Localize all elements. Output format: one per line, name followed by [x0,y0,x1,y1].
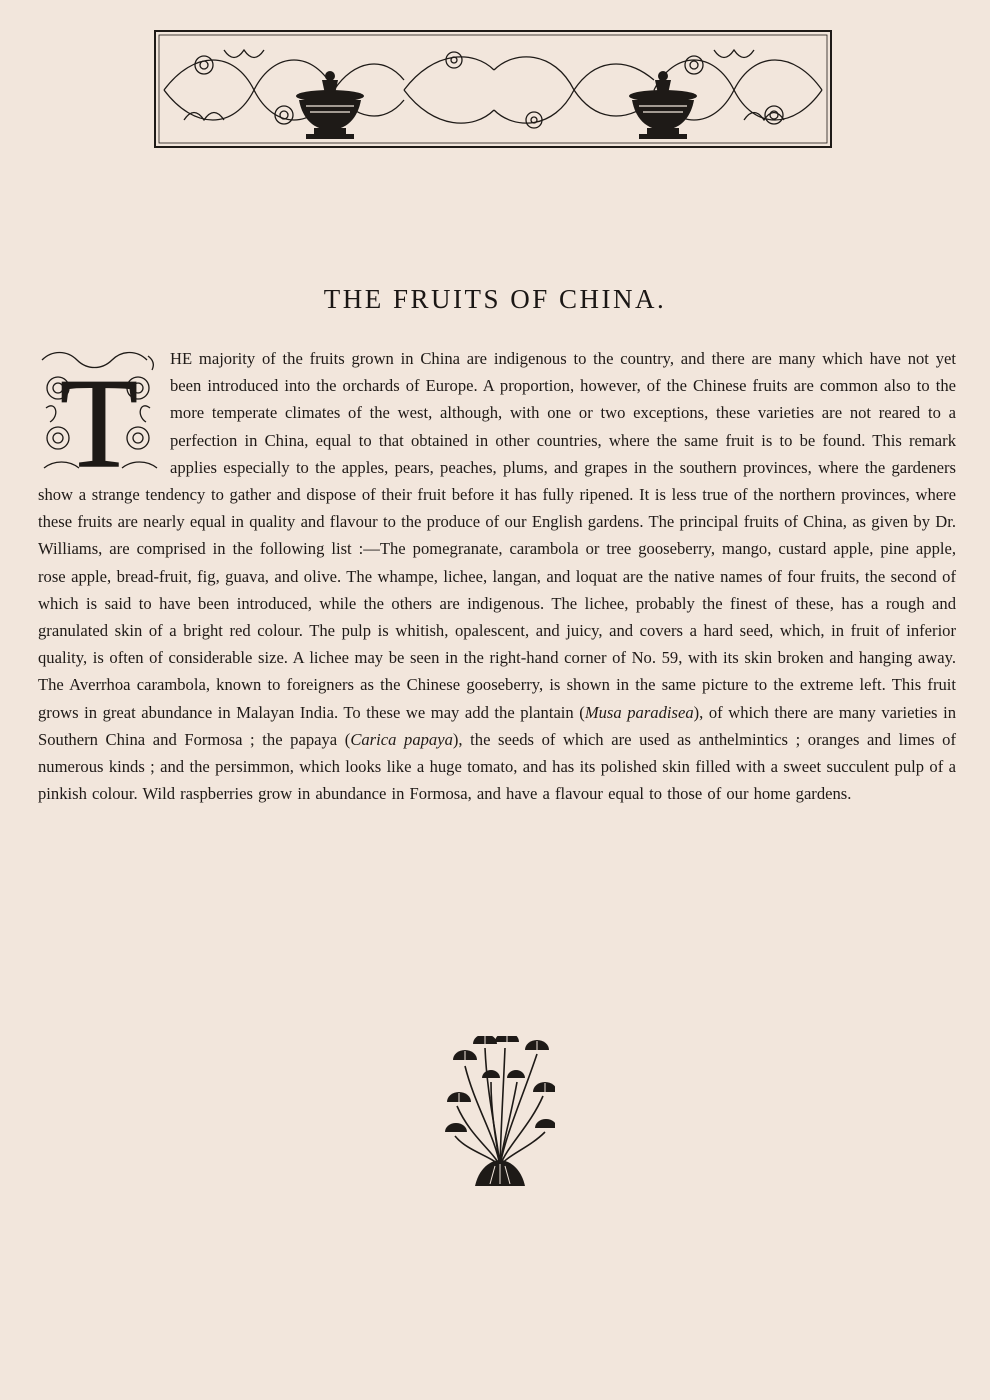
ornamental-initial-icon [38,348,160,476]
latin-name-papaya: Carica papaya [350,729,453,749]
flower-bouquet-icon [445,1036,555,1186]
floral-urn-frieze-icon [154,30,832,148]
dropcap-letter: T [59,352,139,476]
article-mid-text: ), of which there are many varieties in Southern China and Formosa ; the papaya ( [38,702,956,749]
article-body [38,345,956,807]
article-paragraph [38,345,956,807]
page-title: THE FRUITS OF CHINA. [323,284,667,314]
article-lead-text: HE majority of the fruits grown in China are indigenous to the country, and there are many which have not yet been introduced into the orchards of Europe. A proportion, however, of the Chinese fruits are common also to the more temperate climates of the west, although, with one or two exceptions, these varieties are not reared to a perfection in China, equal to that obtained in other countries, where the same fruit is to be found. This remark applies especially to the apples, pears, peaches, plums, and grapes in the southern provinces, where the gardeners show a strange tendency to gather and dispose of their fruit before it has fully ripened. It is less true of the northern provinces, where these fruits are nearly equal in quality and flavour to the produce of our English gardens. The principal fruits of China, as given by Dr. Williams, are comprised in the following list :—The pomegranate, carambola or tree gooseberry, mango, custard apple, pine apple, rose apple, bread-fruit, fig, guava, and olive. The whampe, lichee, langan, and loquat are the native names of four fruits, the second of which is said to have been introduced, while the others are indigenous. The lichee, probably the finest of these, has a rough and granulated skin of a bright red colour. The pulp is whitish, opalescent, and juicy, and covers a hard seed, which, in fruit of inferior quality, is often of considerable size. A lichee may be seen in the right-hand corner of No. 59, with its skin broken and hanging away. The Averrhoa carambola, known to foreigners as the Chinese gooseberry, is shown in the same picture to the extreme left. This fruit grows in great abundance in Malayan India. To these we may add the plantain ( [38,349,956,722]
article-tail-text: ), the seeds of which are used as anthelmintics ; oranges and limes of numerous kinds ; and the persimmon, which looks like a huge tomato, and has its polished skin filled with a sweet succulent pulp of a pinkish colour. Wild raspberries grow in abundance in Formosa, and have a flavour equal to those of our home gardens. [38,729,956,804]
latin-name-plantain: Musa paradisea [584,702,694,722]
